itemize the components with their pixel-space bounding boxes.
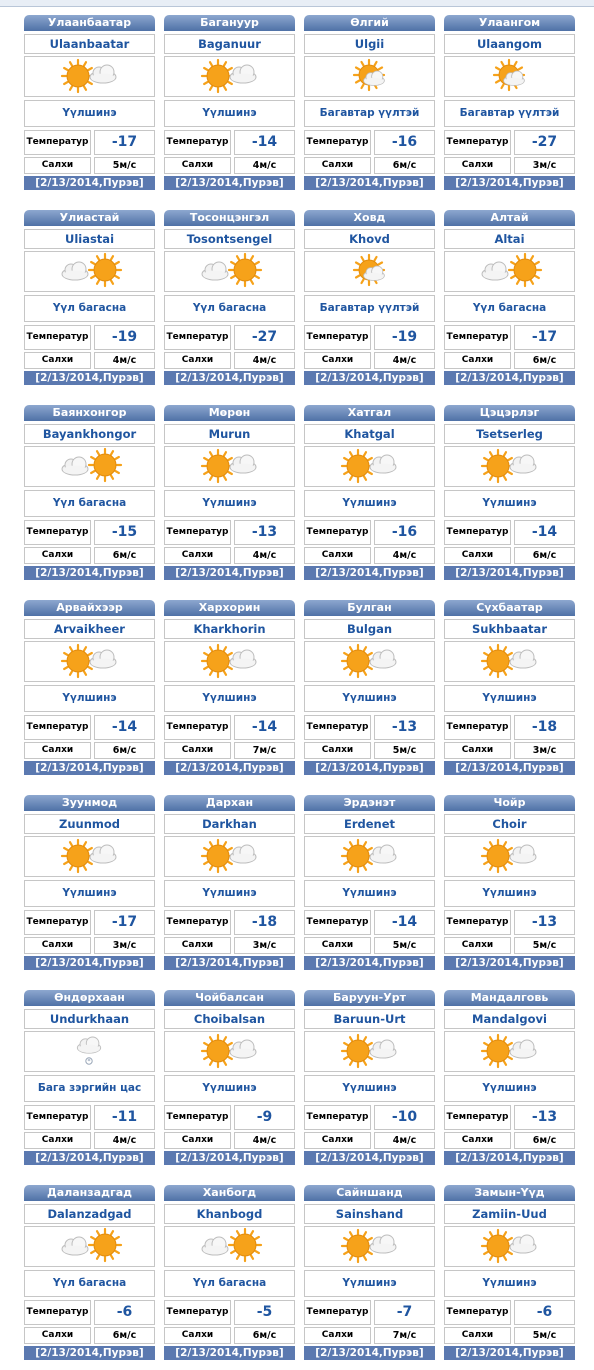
city-name-mn: Улаангом bbox=[444, 15, 575, 31]
condition-text: Багавтар үүлтэй bbox=[304, 295, 435, 322]
wind-label: Салхи bbox=[444, 157, 511, 174]
city-name-mn: Багануур bbox=[164, 15, 295, 31]
temperature-value: -6 bbox=[94, 1300, 155, 1325]
sun-cloud-icon bbox=[24, 836, 155, 877]
city-name-latin: Arvaikheer bbox=[24, 619, 155, 639]
temperature-label: Температур bbox=[164, 715, 231, 740]
city-name-latin: Khovd bbox=[304, 229, 435, 249]
wind-label: Салхи bbox=[164, 937, 231, 954]
sun-cloud-icon bbox=[164, 446, 295, 487]
forecast-date: [2/13/2014,Пурэв] bbox=[164, 566, 295, 580]
city-name-latin: Baganuur bbox=[164, 34, 295, 54]
city-name-latin: Ulgii bbox=[304, 34, 435, 54]
forecast-date: [2/13/2014,Пурэв] bbox=[304, 761, 435, 775]
city-name-latin: Dalanzadgad bbox=[24, 1204, 155, 1224]
forecast-date: [2/13/2014,Пурэв] bbox=[164, 761, 295, 775]
city-card bbox=[164, 990, 295, 1165]
wind-label: Салхи bbox=[164, 1132, 231, 1149]
sun-cloud-icon bbox=[164, 56, 295, 97]
condition-text: Үүлшинэ bbox=[164, 100, 295, 127]
wind-value: 5м/с bbox=[374, 742, 435, 759]
temperature-label: Температур bbox=[304, 1105, 371, 1130]
wind-value: 6м/с bbox=[94, 742, 155, 759]
wind-label: Салхи bbox=[304, 742, 371, 759]
city-card bbox=[304, 15, 435, 190]
condition-text: Үүл багасна bbox=[164, 1270, 295, 1297]
wind-value: 4м/с bbox=[374, 1132, 435, 1149]
forecast-date: [2/13/2014,Пурэв] bbox=[24, 371, 155, 385]
city-name-mn: Арвайхээр bbox=[24, 600, 155, 616]
condition-text: Үүлшинэ bbox=[444, 490, 575, 517]
wind-label: Салхи bbox=[444, 937, 511, 954]
wind-value: 6м/с bbox=[514, 1132, 575, 1149]
wind-label: Салхи bbox=[444, 1132, 511, 1149]
forecast-date: [2/13/2014,Пурэв] bbox=[444, 956, 575, 970]
city-name-latin: Darkhan bbox=[164, 814, 295, 834]
condition-text: Үүлшинэ bbox=[164, 490, 295, 517]
city-card bbox=[304, 405, 435, 580]
temperature-value: -16 bbox=[374, 130, 435, 155]
city-card bbox=[304, 1185, 435, 1360]
city-name-latin: Sainshand bbox=[304, 1204, 435, 1224]
wind-value: 4м/с bbox=[234, 352, 295, 369]
condition-text: Үүлшинэ bbox=[304, 490, 435, 517]
city-name-latin: Zuunmod bbox=[24, 814, 155, 834]
partly-cloudy-icon bbox=[304, 56, 435, 97]
city-card bbox=[24, 990, 155, 1165]
city-name-mn: Улиастай bbox=[24, 210, 155, 226]
condition-text: Үүл багасна bbox=[24, 295, 155, 322]
wind-value: 6м/с bbox=[374, 157, 435, 174]
wind-value: 6м/с bbox=[234, 1327, 295, 1344]
condition-text: Үүлшинэ bbox=[444, 1075, 575, 1102]
wind-value: 6м/с bbox=[514, 547, 575, 564]
condition-text: Үүлшинэ bbox=[164, 1075, 295, 1102]
forecast-date: [2/13/2014,Пурэв] bbox=[304, 1346, 435, 1360]
partly-cloudy-icon bbox=[444, 56, 575, 97]
wind-label: Салхи bbox=[24, 352, 91, 369]
wind-label: Салхи bbox=[24, 1132, 91, 1149]
condition-text: Бага зэргийн цас bbox=[24, 1075, 155, 1102]
wind-label: Салхи bbox=[304, 1327, 371, 1344]
temperature-label: Температур bbox=[444, 1105, 511, 1130]
city-card bbox=[444, 600, 575, 775]
sun-cloud-icon bbox=[304, 446, 435, 487]
city-card bbox=[444, 15, 575, 190]
temperature-value: -14 bbox=[514, 520, 575, 545]
temperature-value: -17 bbox=[94, 910, 155, 935]
wind-label: Салхи bbox=[164, 157, 231, 174]
city-card bbox=[304, 210, 435, 385]
temperature-value: -27 bbox=[234, 325, 295, 350]
temperature-label: Температур bbox=[24, 1300, 91, 1325]
sun-cloud-icon bbox=[304, 836, 435, 877]
temperature-value: -17 bbox=[94, 130, 155, 155]
city-card bbox=[444, 795, 575, 970]
condition-text: Үүл багасна bbox=[24, 490, 155, 517]
forecast-date: [2/13/2014,Пурэв] bbox=[444, 176, 575, 190]
forecast-date: [2/13/2014,Пурэв] bbox=[304, 371, 435, 385]
city-name-mn: Ховд bbox=[304, 210, 435, 226]
sun-cloud-icon bbox=[304, 641, 435, 682]
city-name-latin: Undurkhaan bbox=[24, 1009, 155, 1029]
temperature-label: Температур bbox=[444, 325, 511, 350]
condition-text: Үүлшинэ bbox=[444, 1270, 575, 1297]
city-name-latin: Mandalgovi bbox=[444, 1009, 575, 1029]
wind-label: Салхи bbox=[304, 937, 371, 954]
temperature-label: Температур bbox=[164, 1105, 231, 1130]
condition-text: Үүлшинэ bbox=[24, 100, 155, 127]
forecast-date: [2/13/2014,Пурэв] bbox=[24, 566, 155, 580]
city-name-mn: Замын-Үүд bbox=[444, 1185, 575, 1201]
wind-value: 7м/с bbox=[374, 1327, 435, 1344]
city-card bbox=[304, 795, 435, 970]
city-name-mn: Дархан bbox=[164, 795, 295, 811]
temperature-value: -19 bbox=[94, 325, 155, 350]
forecast-date: [2/13/2014,Пурэв] bbox=[444, 1346, 575, 1360]
wind-value: 5м/с bbox=[374, 937, 435, 954]
temperature-value: -9 bbox=[234, 1105, 295, 1130]
condition-text: Үүлшинэ bbox=[24, 880, 155, 907]
condition-text: Үүлшинэ bbox=[304, 880, 435, 907]
wind-value: 3м/с bbox=[94, 937, 155, 954]
city-card bbox=[24, 795, 155, 970]
forecast-date: [2/13/2014,Пурэв] bbox=[164, 1346, 295, 1360]
temperature-label: Температур bbox=[304, 130, 371, 155]
temperature-value: -15 bbox=[94, 520, 155, 545]
cloud-sun-icon bbox=[24, 1226, 155, 1267]
forecast-date: [2/13/2014,Пурэв] bbox=[444, 1151, 575, 1165]
city-name-mn: Хархорин bbox=[164, 600, 295, 616]
temperature-value: -13 bbox=[514, 910, 575, 935]
temperature-label: Температур bbox=[304, 1300, 371, 1325]
temperature-value: -13 bbox=[234, 520, 295, 545]
city-card bbox=[164, 210, 295, 385]
wind-label: Салхи bbox=[164, 352, 231, 369]
condition-text: Багавтар үүлтэй bbox=[444, 100, 575, 127]
wind-value: 4м/с bbox=[234, 157, 295, 174]
city-card bbox=[24, 405, 155, 580]
wind-value: 6м/с bbox=[94, 547, 155, 564]
city-name-mn: Улаанбаатар bbox=[24, 15, 155, 31]
city-name-mn: Сүхбаатар bbox=[444, 600, 575, 616]
city-name-mn: Өндөрхаан bbox=[24, 990, 155, 1006]
city-card bbox=[24, 600, 155, 775]
city-card bbox=[24, 15, 155, 190]
condition-text: Үүлшинэ bbox=[164, 685, 295, 712]
forecast-date: [2/13/2014,Пурэв] bbox=[444, 371, 575, 385]
city-name-mn: Чойр bbox=[444, 795, 575, 811]
svg-text:*: * bbox=[87, 1058, 91, 1065]
forecast-date: [2/13/2014,Пурэв] bbox=[24, 1346, 155, 1360]
city-name-latin: Khatgal bbox=[304, 424, 435, 444]
city-name-latin: Choibalsan bbox=[164, 1009, 295, 1029]
wind-label: Салхи bbox=[164, 742, 231, 759]
wind-value: 5м/с bbox=[514, 1327, 575, 1344]
city-name-mn: Ханбогд bbox=[164, 1185, 295, 1201]
city-card bbox=[164, 405, 295, 580]
city-card bbox=[164, 600, 295, 775]
forecast-date: [2/13/2014,Пурэв] bbox=[444, 566, 575, 580]
condition-text: Үүл багасна bbox=[164, 295, 295, 322]
wind-label: Салхи bbox=[24, 547, 91, 564]
temperature-value: -14 bbox=[94, 715, 155, 740]
forecast-date: [2/13/2014,Пурэв] bbox=[304, 176, 435, 190]
cloud-sun-icon bbox=[444, 251, 575, 292]
temperature-value: -14 bbox=[374, 910, 435, 935]
sun-cloud-icon bbox=[444, 836, 575, 877]
wind-value: 4м/с bbox=[94, 352, 155, 369]
sun-cloud-icon bbox=[164, 1031, 295, 1072]
wind-value: 3м/с bbox=[234, 937, 295, 954]
temperature-value: -17 bbox=[514, 325, 575, 350]
forecast-date: [2/13/2014,Пурэв] bbox=[164, 371, 295, 385]
temperature-label: Температур bbox=[444, 910, 511, 935]
temperature-value: -13 bbox=[374, 715, 435, 740]
wind-label: Салхи bbox=[304, 157, 371, 174]
wind-label: Салхи bbox=[24, 742, 91, 759]
city-name-latin: Tosontsengel bbox=[164, 229, 295, 249]
sun-cloud-icon bbox=[304, 1031, 435, 1072]
sun-cloud-icon bbox=[444, 446, 575, 487]
wind-value: 5м/с bbox=[94, 157, 155, 174]
city-name-mn: Даланзадгад bbox=[24, 1185, 155, 1201]
sun-cloud-icon bbox=[444, 1226, 575, 1267]
city-name-mn: Чойбалсан bbox=[164, 990, 295, 1006]
wind-label: Салхи bbox=[304, 352, 371, 369]
wind-value: 6м/с bbox=[514, 352, 575, 369]
city-name-mn: Эрдэнэт bbox=[304, 795, 435, 811]
temperature-value: -18 bbox=[234, 910, 295, 935]
city-name-latin: Ulaanbaatar bbox=[24, 34, 155, 54]
city-name-mn: Хатгал bbox=[304, 405, 435, 421]
city-card bbox=[444, 210, 575, 385]
forecast-date: [2/13/2014,Пурэв] bbox=[304, 566, 435, 580]
wind-value: 4м/с bbox=[374, 352, 435, 369]
cloud-sun-icon bbox=[24, 446, 155, 487]
forecast-date: [2/13/2014,Пурэв] bbox=[24, 956, 155, 970]
temperature-label: Температур bbox=[24, 520, 91, 545]
city-card bbox=[24, 1185, 155, 1360]
temperature-value: -27 bbox=[514, 130, 575, 155]
condition-text: Багавтар үүлтэй bbox=[304, 100, 435, 127]
condition-text: Үүлшинэ bbox=[444, 880, 575, 907]
wind-label: Салхи bbox=[304, 1132, 371, 1149]
city-name-latin: Uliastai bbox=[24, 229, 155, 249]
temperature-label: Температур bbox=[444, 130, 511, 155]
city-card bbox=[164, 795, 295, 970]
city-card bbox=[24, 210, 155, 385]
temperature-label: Температур bbox=[304, 715, 371, 740]
temperature-value: -19 bbox=[374, 325, 435, 350]
top-bar bbox=[0, 0, 594, 7]
temperature-value: -16 bbox=[374, 520, 435, 545]
condition-text: Үүл багасна bbox=[24, 1270, 155, 1297]
city-name-latin: Bulgan bbox=[304, 619, 435, 639]
temperature-label: Температур bbox=[444, 1300, 511, 1325]
temperature-label: Температур bbox=[164, 325, 231, 350]
wind-value: 3м/с bbox=[514, 157, 575, 174]
cloud-sun-icon bbox=[164, 251, 295, 292]
condition-text: Үүлшинэ bbox=[304, 1270, 435, 1297]
temperature-label: Температур bbox=[164, 130, 231, 155]
wind-label: Салхи bbox=[164, 547, 231, 564]
city-name-mn: Зуунмод bbox=[24, 795, 155, 811]
snow-cloud-icon bbox=[24, 1031, 155, 1072]
temperature-label: Температур bbox=[304, 325, 371, 350]
city-name-latin: Murun bbox=[164, 424, 295, 444]
wind-label: Салхи bbox=[164, 1327, 231, 1344]
temperature-label: Температур bbox=[164, 910, 231, 935]
city-name-latin: Ulaangom bbox=[444, 34, 575, 54]
city-card bbox=[444, 1185, 575, 1360]
temperature-value: -7 bbox=[374, 1300, 435, 1325]
city-card bbox=[444, 405, 575, 580]
cloud-sun-icon bbox=[164, 1226, 295, 1267]
city-name-latin: Kharkhorin bbox=[164, 619, 295, 639]
city-name-latin: Baruun-Urt bbox=[304, 1009, 435, 1029]
city-name-latin: Zamiin-Uud bbox=[444, 1204, 575, 1224]
temperature-label: Температур bbox=[444, 715, 511, 740]
wind-value: 4м/с bbox=[234, 1132, 295, 1149]
temperature-label: Температур bbox=[164, 520, 231, 545]
wind-label: Салхи bbox=[304, 547, 371, 564]
forecast-date: [2/13/2014,Пурэв] bbox=[24, 1151, 155, 1165]
forecast-date: [2/13/2014,Пурэв] bbox=[164, 176, 295, 190]
city-name-mn: Мөрөн bbox=[164, 405, 295, 421]
city-name-mn: Алтай bbox=[444, 210, 575, 226]
wind-label: Салхи bbox=[24, 937, 91, 954]
wind-value: 4м/с bbox=[94, 1132, 155, 1149]
sun-cloud-icon bbox=[164, 641, 295, 682]
sun-cloud-icon bbox=[444, 1031, 575, 1072]
sun-cloud-icon bbox=[164, 836, 295, 877]
wind-label: Салхи bbox=[24, 157, 91, 174]
condition-text: Үүлшинэ bbox=[304, 1075, 435, 1102]
city-name-mn: Булган bbox=[304, 600, 435, 616]
wind-label: Салхи bbox=[444, 1327, 511, 1344]
city-name-latin: Erdenet bbox=[304, 814, 435, 834]
wind-value: 6м/с bbox=[94, 1327, 155, 1344]
temperature-label: Температур bbox=[164, 1300, 231, 1325]
city-card bbox=[444, 990, 575, 1165]
city-name-mn: Өлгий bbox=[304, 15, 435, 31]
forecast-date: [2/13/2014,Пурэв] bbox=[164, 1151, 295, 1165]
wind-value: 4м/с bbox=[374, 547, 435, 564]
city-name-latin: Tsetserleg bbox=[444, 424, 575, 444]
wind-value: 4м/с bbox=[234, 547, 295, 564]
cloud-sun-icon bbox=[24, 251, 155, 292]
temperature-label: Температур bbox=[304, 520, 371, 545]
city-name-mn: Тосонцэнгэл bbox=[164, 210, 295, 226]
sun-cloud-icon bbox=[24, 641, 155, 682]
condition-text: Үүлшинэ bbox=[164, 880, 295, 907]
city-name-latin: Khanbogd bbox=[164, 1204, 295, 1224]
wind-value: 3м/с bbox=[514, 742, 575, 759]
temperature-value: -13 bbox=[514, 1105, 575, 1130]
temperature-label: Температур bbox=[24, 715, 91, 740]
wind-label: Салхи bbox=[444, 742, 511, 759]
wind-value: 7м/с bbox=[234, 742, 295, 759]
city-name-mn: Баянхонгор bbox=[24, 405, 155, 421]
city-name-latin: Sukhbaatar bbox=[444, 619, 575, 639]
temperature-value: -14 bbox=[234, 130, 295, 155]
forecast-date: [2/13/2014,Пурэв] bbox=[304, 1151, 435, 1165]
condition-text: Үүл багасна bbox=[444, 295, 575, 322]
temperature-value: -14 bbox=[234, 715, 295, 740]
temperature-value: -10 bbox=[374, 1105, 435, 1130]
temperature-value: -6 bbox=[514, 1300, 575, 1325]
temperature-label: Температур bbox=[24, 130, 91, 155]
condition-text: Үүлшинэ bbox=[444, 685, 575, 712]
forecast-date: [2/13/2014,Пурэв] bbox=[24, 176, 155, 190]
temperature-value: -5 bbox=[234, 1300, 295, 1325]
temperature-label: Температур bbox=[24, 910, 91, 935]
wind-label: Салхи bbox=[444, 547, 511, 564]
city-name-mn: Баруун-Урт bbox=[304, 990, 435, 1006]
temperature-label: Температур bbox=[444, 520, 511, 545]
temperature-label: Температур bbox=[304, 910, 371, 935]
city-name-mn: Мандалговь bbox=[444, 990, 575, 1006]
temperature-value: -11 bbox=[94, 1105, 155, 1130]
city-card bbox=[304, 990, 435, 1165]
condition-text: Үүлшинэ bbox=[304, 685, 435, 712]
temperature-label: Температур bbox=[24, 325, 91, 350]
city-name-mn: Цэцэрлэг bbox=[444, 405, 575, 421]
partly-cloudy-icon bbox=[304, 251, 435, 292]
forecast-date: [2/13/2014,Пурэв] bbox=[24, 761, 155, 775]
city-name-latin: Altai bbox=[444, 229, 575, 249]
wind-value: 5м/с bbox=[514, 937, 575, 954]
temperature-label: Температур bbox=[24, 1105, 91, 1130]
city-card bbox=[304, 600, 435, 775]
forecast-date: [2/13/2014,Пурэв] bbox=[444, 761, 575, 775]
forecast-date: [2/13/2014,Пурэв] bbox=[304, 956, 435, 970]
wind-label: Салхи bbox=[24, 1327, 91, 1344]
sun-cloud-icon bbox=[304, 1226, 435, 1267]
temperature-value: -18 bbox=[514, 715, 575, 740]
forecast-date: [2/13/2014,Пурэв] bbox=[164, 956, 295, 970]
city-name-latin: Bayankhongor bbox=[24, 424, 155, 444]
sun-cloud-icon bbox=[444, 641, 575, 682]
sun-cloud-icon bbox=[24, 56, 155, 97]
city-card bbox=[164, 1185, 295, 1360]
weather-grid bbox=[24, 15, 576, 1360]
city-card bbox=[164, 15, 295, 190]
city-name-latin: Choir bbox=[444, 814, 575, 834]
wind-label: Салхи bbox=[444, 352, 511, 369]
condition-text: Үүлшинэ bbox=[24, 685, 155, 712]
city-name-mn: Сайншанд bbox=[304, 1185, 435, 1201]
